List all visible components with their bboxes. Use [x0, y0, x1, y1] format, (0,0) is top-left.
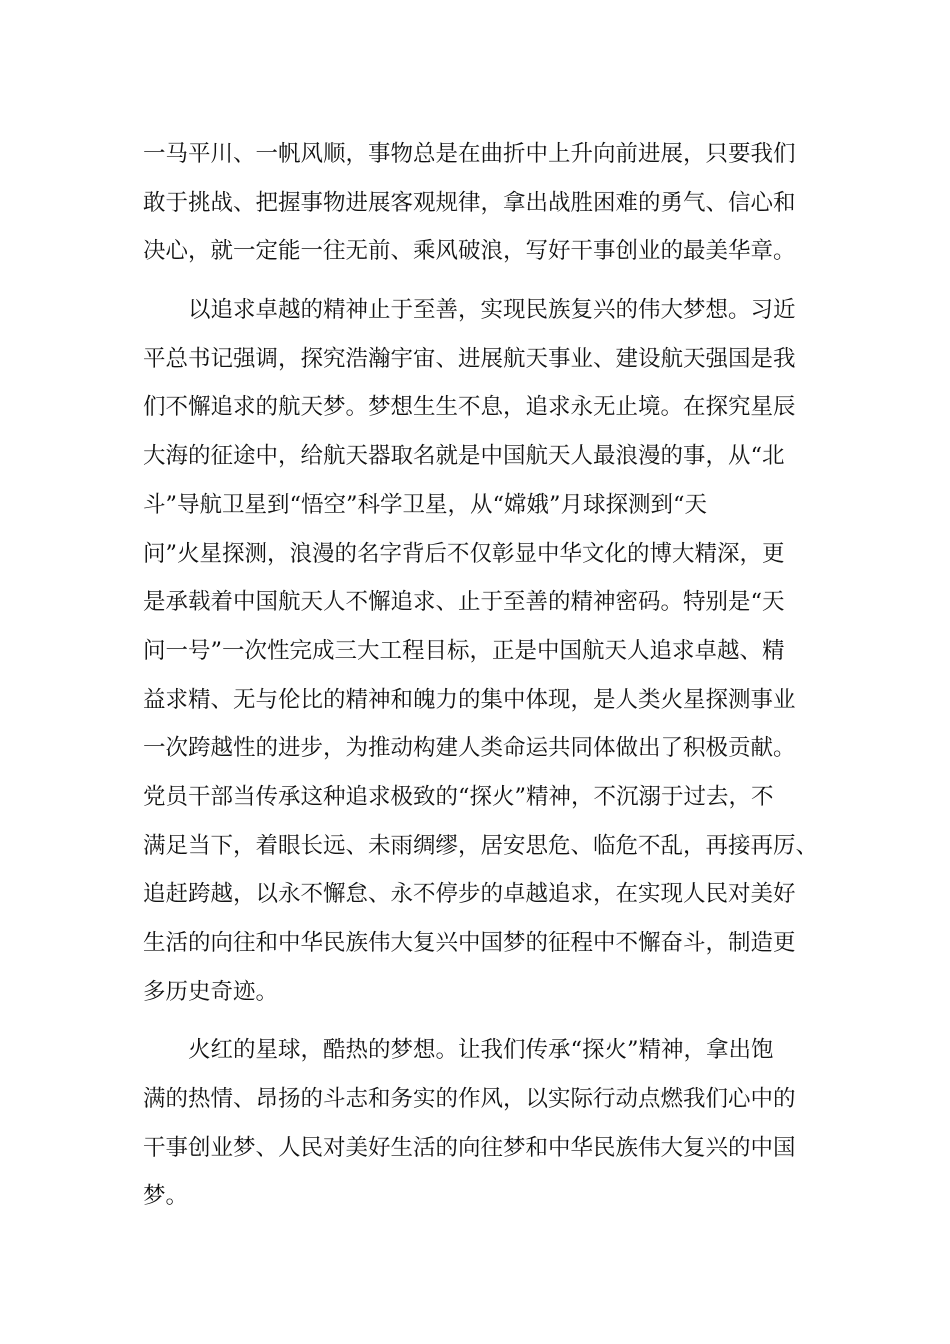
text-line: 火红的星球，酷热的梦想。让我们传承“探火”精神，拿出饱 — [188, 1037, 774, 1064]
text-line: 一次跨越性的进步，为推动构建人类命运共同体做出了积极贡献。 — [143, 735, 796, 762]
text-line: 敢于挑战、把握事物进展客观规律，拿出战胜困难的勇气、信心和 — [143, 189, 796, 216]
text-line: 以追求卓越的精神止于至善，实现民族复兴的伟大梦想。习近 — [188, 297, 796, 324]
paragraph-2 — [143, 286, 823, 1016]
paragraph-gap — [143, 276, 823, 286]
text-line: 满足当下，着眼长远、未雨绸缪，居安思危、临危不乱，再接再厉、 — [143, 832, 819, 859]
text-line: 大海的征途中，给航天器取名就是中国航天人最浪漫的事，从“北 — [143, 443, 785, 470]
document-body — [143, 130, 823, 1221]
paragraph-gap — [143, 1016, 823, 1026]
text-line: 是承载着中国航天人不懈追求、止于至善的精神密码。特别是“天 — [143, 589, 785, 616]
text-line: 问”火星探测，浪漫的名字背后不仅彰显中华文化的博大精深，更 — [143, 540, 785, 567]
paragraph-1 — [143, 130, 823, 276]
text-line: 问一号”一次性完成三大工程目标，正是中国航天人追求卓越、精 — [143, 637, 785, 664]
text-line: 多历史奇迹。 — [143, 978, 279, 1005]
text-line: 满的热情、昂扬的斗志和务实的作风，以实际行动点燃我们心中的 — [143, 1086, 796, 1113]
text-line: 决心，就一定能一往无前、乘风破浪，写好干事创业的最美华章。 — [143, 238, 796, 265]
text-line: 们不懈追求的航天梦。梦想生生不息，追求永无止境。在探究星辰 — [143, 394, 796, 421]
text-line: 一马平川、一帆风顺，事物总是在曲折中上升向前进展，只要我们 — [143, 141, 796, 167]
paragraph-3 — [143, 1026, 823, 1221]
text-line: 益求精、无与伦比的精神和魄力的集中体现，是人类火星探测事业 — [143, 686, 796, 713]
text-line: 党员干部当传承这种追求极致的“探火”精神，不沉溺于过去，不 — [143, 783, 774, 810]
text-line: 干事创业梦、人民对美好生活的向往梦和中华民族伟大复兴的中国 — [143, 1134, 796, 1161]
text-line: 生活的向往和中华民族伟大复兴中国梦的征程中不懈奋斗，制造更 — [143, 930, 796, 956]
text-line: 斗”导航卫星到“悟空”科学卫星，从“嫦娥”月球探测到“天 — [143, 491, 708, 518]
text-line: 平总书记强调，探究浩瀚宇宙、进展航天事业、建设航天强国是我 — [143, 345, 796, 372]
text-line: 梦。 — [143, 1183, 189, 1210]
text-line: 追赶跨越，以永不懈怠、永不停步的卓越追求，在实现人民对美好 — [143, 881, 796, 908]
